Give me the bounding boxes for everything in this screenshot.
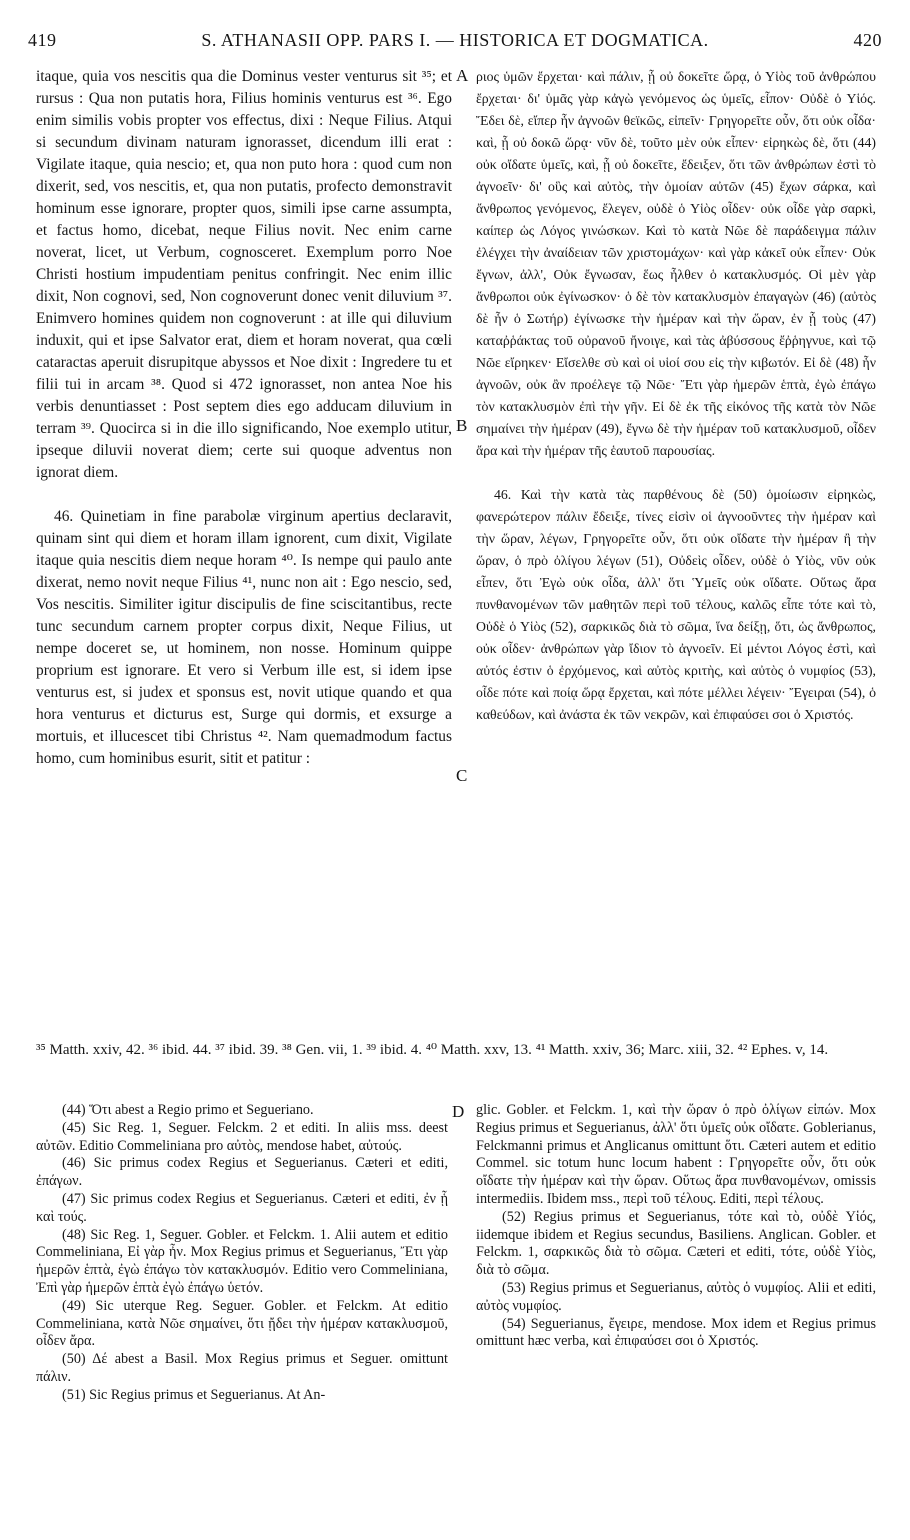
page-header [28, 30, 882, 58]
note-51-continued: glic. Gobler. et Felckm. 1, καὶ τὴν ὥραν ὁ πρὸ ὀλίγων εἰπών. Mox Regius primus et Seguerianus, ἀλλ' ὅτι ὑμεῖς οὐκ οἴδατε. Goblerianus, Felckmanni primus et Anglicanus omittunt ὅτι. Cæteri autem et editio Commel. sic totum hunc locum habent : Γρηγορεῖτε οὖν, ὅτι οὐκ οἴδατε τὴν ἡμέραν καὶ τὴν ὥραν. Οὕτως ἄρα πυνθανομένων, omissis intermediis. Ibidem mss., περὶ τοῦ τέλους. Editi, περὶ τέλους. [476, 1102, 876, 1207]
note-44: (44) Ὅτι abest a Regio primo et Seguerianο. [62, 1102, 314, 1118]
note-49: (49) Sic uterque Reg. Seguer. Gobler. et Felckm. At editio Commeliniana, κατὰ Νῶε σημαίνει, ὅτι ᾔδει τὴν ἡμέραν κατακλυσμοῦ, οἶδεν ἄρα. [36, 1297, 448, 1350]
margin-marker-b: B [456, 416, 468, 435]
critical-notes-right [476, 1102, 876, 1351]
greek-paragraph-2: 46. Καὶ τὴν κατὰ τὰς παρθένους δὲ (50) ὁμοίωσιν εἰρηκὼς, φανερώτερον πάλιν ἔδειξε, τίνες εἰσὶν οἱ ἀγνοοῦντες τὴν ἡμέραν καὶ τὴν ὥραν, λέγων, Γρηγορεῖτε οὖν, ὅτι οὐκ οἴδατε τὴν ἡμέραν ἢ τὴν ὥραν, ὁ πρὸ ὀλίγου λέγων (51), Οὐδεὶς οἶδεν, οὐδὲ ὁ Υἱὸς, νῦν οὐκ εἶπεν, ὅτι Ἐγὼ οὐκ οἶδα, ἀλλ' ὅτι Ὑμεῖς οὐκ οἴδατε. Οὕτως ἄρα πυνθανομένων τῶν μαθητῶν περὶ τοῦ τέλους, καλῶς εἶπε τότε καὶ τὸ, Οὐδὲ ὁ Υἱὸς (52), σαρκικῶς διὰ τὸ σῶμα, ἵνα δείξῃ, ὅτι, ὡς ἄνθρωπος, οὐκ οἶδεν· ἀνθρώπων γὰρ ἴδιον τὸ ἀγνοεῖν. Εἰ μέντοι Λόγος ἐστὶ, καὶ αὐτός ἐστιν ὁ ἐρχόμενος, καὶ αὐτὸς κριτὴς, καὶ αὐτὸς ὁ νυμφίος (53), οἶδε πότε καὶ ποίᾳ ὥρᾳ ἔρχεται, καὶ πότε μέλλει λέγειν· Ἔγειραι (54), ὁ καθεύδων, καὶ ἀνάστα ἐκ τῶν νεκρῶν, καὶ ἐπιφαύσει σοι ὁ Χριστός. [476, 487, 876, 722]
note-48: (48) Sic Reg. 1, Seguer. Gobler. et Felckm. 1. Alii autem et editio Commeliniana, Εἰ γὰρ ἦν. Mox Regius primus et Seguerianus, Ἔτι γὰρ ἡμερῶν ἑπτὰ, ἐγὼ ἐπάγω τὸν κατακλυσμόν. Editio vero Commeliniana, Ἐπὶ γὰρ ἡμερῶν ἑπτὰ ἐγὼ ἐπάγω ὑετόν. [36, 1226, 448, 1296]
note-54: (54) Seguerianus, ἔγειρε, mendose. Mox idem et Regius primus omittunt hæc verba, καὶ ἐπιφαύσει σοι ὁ Χριστός. [476, 1315, 876, 1350]
margin-marker-c: C [456, 766, 468, 785]
note-46: (46) Sic primus codex Regius et Seguerianus. Cæteri et editi, ἐπάγων. [36, 1155, 448, 1190]
note-45: (45) Sic Reg. 1, Seguer. Felckm. 2 et editi. In aliis mss. deest αὐτῶν. Editio Commeliniana pro αὐτὸς, mendose habet, αὐτούς. [36, 1119, 448, 1154]
note-52: (52) Regius primus et Seguerianus, τότε καὶ τὸ, οὐδὲ Υἱός, iidemque ibidem et Regius secundus, Basiliens. Anglican. Gobler. et Felckm. 1, σαρκικῶς διὰ τὸ σῶμα. Cæteri et editi, τότε, οὐδὲ Υἱὸς, διὰ τὸ σῶμα. [476, 1208, 876, 1279]
note-47: (47) Sic primus codex Regius et Seguerianus. Cæteri et editi, ἐν ᾗ καὶ τούς. [36, 1190, 448, 1225]
critical-notes-left [36, 1102, 448, 1405]
note-50: (50) Δέ abest a Basil. Mox Regius primus et Seguer. omittunt πάλιν. [36, 1351, 448, 1385]
greek-column [476, 66, 876, 726]
latin-paragraph-1: itaque, quia vos nescitis qua die Dominus vester venturus sit ³⁵; et rursus : Qua non putatis hora, Filius hominis venturus est ³⁶. Ego enim similis vobis propter vos effectus, dixi : Neque Filius. Atqui si secundum divinam naturam ignorasset, dicendum illi erat : Vigilate itaque, quia nescio; et, qua non puto hora : quod cum non dixerit, sed, vos nescitis, et, qua non putatis, profecto demonstravit hominum esse ignorare, propter quos, simili ipse carne assumpta, et factus homo, dicebat, neque Filius novit. Nec enim carne noverat, licet, ut Verbum, cognosceret. Exemplum porro Noe Christi hostium impudentiam penitus confringit. Nec enim illic dixit, Non cognovi, sed, Non cognoverunt donec venit diluvium ³⁷. Enimvero homines quidem non cognoverunt : at ille qui diluvium induxit, qui et ipse Salvator erat, diem et horam noverat, qua cœli cataractas aperuit disrupitque abyssos et Noe dixit : Ingredere tu et filii tui in arcam ³⁸. Quod si 472 ignorasset, non antea Noe his verbis denuntiasset : Post septem dies ego adducam diluvium in terram ³⁹. Quocirca si in die illo significando, Noe exemplo utitur, ipseque diluvii noverat diem; certe sui quoque adventus non ignorat diem. [36, 68, 452, 481]
latin-paragraph-2: 46. Quinetiam in fine parabolæ virginum apertius declaravit, quinam sint qui diem et horam illam ignorent, cum dixit, Vigilate itaque quia nescitis diem neque horam ⁴⁰. Is nempe qui paulo ante dixerat, nemo novit neque Filius ⁴¹, nunc non ait : Ego nescio, sed, Vos nescitis. Similiter igitur discipulis de fine sciscitantibus, recte tunc secundum carnem propter corpus dixit, Neque Filius, ut nempe doceret se, ut hominem, non nosse. Hominum quippe proprium est ignorare. Et vero si Verbum ille est, si idem ipse venturus est, si judex et sponsus est, novit utique quando et qua hora venturus et dicturus est, Surge qui dormis, et exsurge a mortuis, et illucescet tibi Christus ⁴². Nam quemadmodum factus homo, cum hominibus esurit, sitit et patitur : [36, 508, 452, 767]
margin-marker-d: D [452, 1102, 465, 1121]
scripture-footnotes: ³⁵ Matth. xxiv, 42. ³⁶ ibid. 44. ³⁷ ibid. 39. ³⁸ Gen. vii, 1. ³⁹ ibid. 4. ⁴⁰ Matth. xxv, 13. ⁴¹ Matth. xxiv, 36; Marc. xiii, 32. ⁴² Ephes. v, 14. [36, 1042, 829, 1058]
page-number-right: 420 [853, 30, 882, 50]
greek-paragraph-1: ριος ὑμῶν ἔρχεται· καὶ πάλιν, ᾗ οὐ δοκεῖτε ὥρᾳ, ὁ Υἱὸς τοῦ ἀνθρώπου ἔρχεται· δι' ὑμᾶς γὰρ κἀγὼ γενόμενος ὡς ὑμεῖς, εἶπον· Οὐδὲ ὁ Υἱός. Ἔδει δὲ, εἴπερ ἦν ἀγνοῶν θεϊκῶς, εἰπεῖν· Γρηγορεῖτε οὖν, ὅτι οὐκ οἶδα· καὶ, ᾗ οὐ δοκῶ ὥρᾳ· νῦν δὲ, τοῦτο μὲν οὐκ εἶπεν· εἰρηκὼς δὲ, ὅτι (44) οὐκ οἴδατε ὑμεῖς, καὶ, ᾗ οὐ δοκεῖτε, ἔδειξεν, ὅτι τῶν ἀνθρώπων ἐστὶ τὸ ἀγνοεῖν· δι' οὓς καὶ αὐτὸς, τὴν ὁμοίαν αὐτῶν (45) ἔχων σάρκα, καὶ ἄνθρωπος γενόμενος, ἔλεγεν, οὐδὲ ὁ Υἱὸς οἶδεν· οὐκ οἶδε γὰρ σαρκὶ, καίπερ ὡς Λόγος γινώσκων. Καὶ τὸ κατὰ Νῶε δὲ παράδειγμα πάλιν ἐλέγχει τὴν ἀναίδειαν τῶν χριστομάχων· καὶ γὰρ κἀκεῖ οὐκ εἶπεν· Οὐκ ἔγνων, ἀλλ', Οὐκ ἔγνωσαν, ἕως ἦλθεν ὁ κατακλυσμός. Οἱ μὲν γὰρ ἄνθρωποι οὐκ ἐγίνωσκον· ὁ δὲ τὸν κατακλυσμὸν ἐπαγαγὼν (46) (αὐτὸς δὲ ἦν ὁ Σωτήρ) ἐγίνωσκε τὴν ἡμέραν καὶ τὴν ὥραν, ἐν ᾗ τοὺς (47) καταῤῥάκτας τοῦ οὐρανοῦ ἤνοιγε, καὶ τὰς ἀβύσσους ἔῤῥηγνυε, καὶ τῷ Νῶε εἴρηκεν· Εἴσελθε σὺ καὶ οἱ υἱοί σου εἰς τὴν κιβωτόν. Εἰ δὲ (48) ἦν ἀγνοῶν, οὐκ ἂν προέλεγε τῷ Νῶε· Ἔτι γὰρ ἡμερῶν ἑπτὰ, ἐγὼ ἐπάγω τὸν κατακλυσμὸν ἐπὶ τὴν γῆν. Εἰ δὲ ἐκ τῆς εἰκόνος τῆς κατὰ τὸν Νῶε σημαίνει τὴν ἡμέραν (49), ἔγνω δὲ τὴν ἡμέραν τοῦ κατακλυσμοῦ, οἶδεν ἄρα καὶ τὴν ἡμέραν τῆς ἑαυτοῦ παρουσίας. [476, 69, 876, 458]
latin-column [36, 66, 452, 770]
running-title: S. ATHANASII OPP. PARS I. — HISTORICA ET DOGMATICA. [201, 30, 709, 50]
margin-marker-a: A [456, 66, 469, 85]
note-51: (51) Sic Regius primus et Seguerianus. At An- [62, 1386, 326, 1403]
page-number-left: 419 [28, 30, 57, 50]
note-53: (53) Regius primus et Seguerianus, αὐτὸς ὁ νυμφίος. Alii et editi, αὐτὸς νυμφίος. [476, 1279, 876, 1314]
